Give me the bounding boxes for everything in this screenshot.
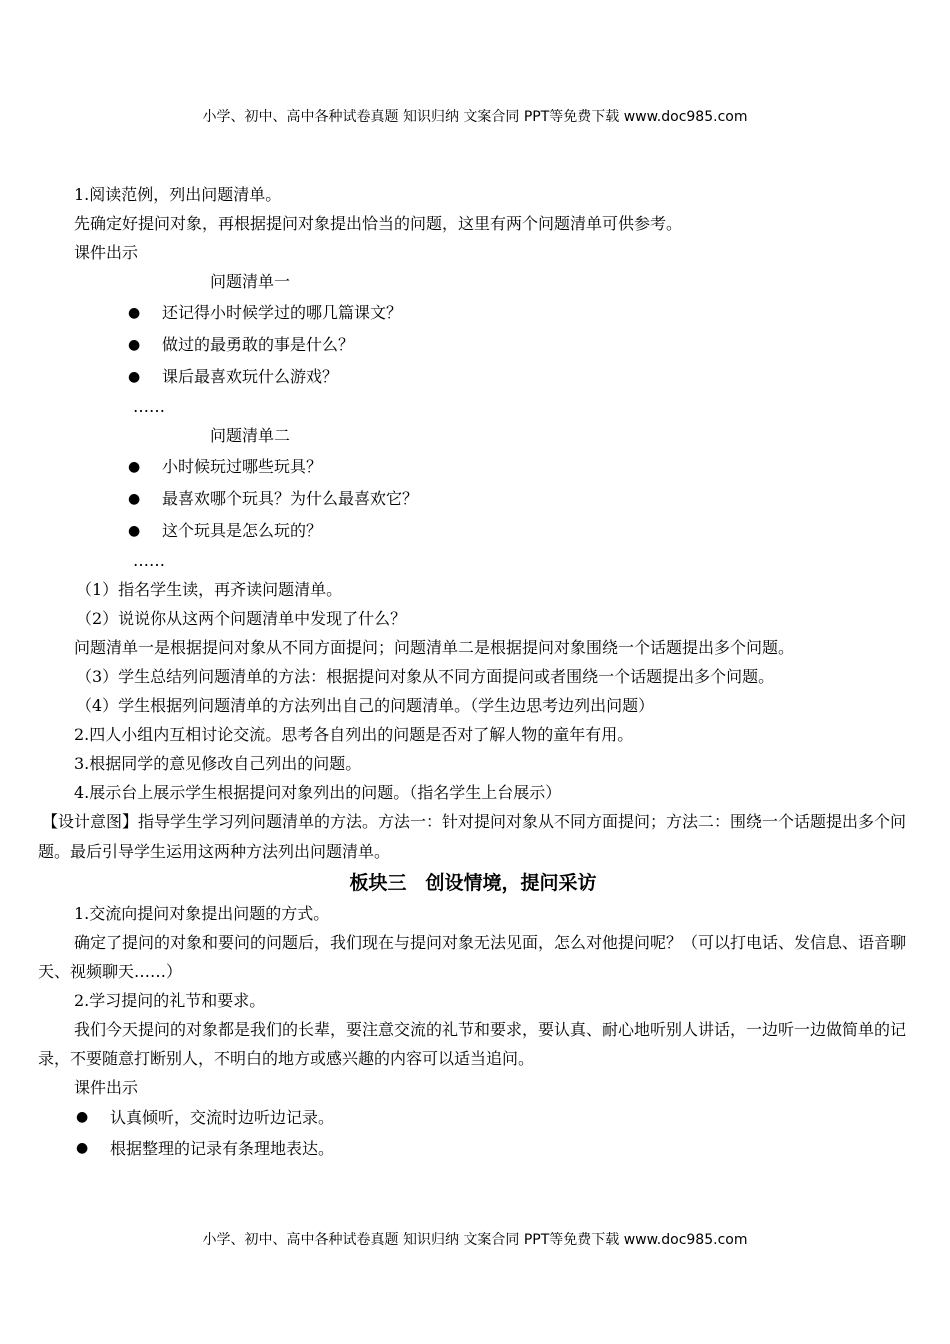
- bullet-icon: ●: [128, 337, 141, 353]
- step-4: 4.展示台上展示学生根据提问对象列出的问题。（指名学生上台展示）: [74, 783, 562, 802]
- bullet-icon: ●: [128, 523, 141, 539]
- document-body: [38, 180, 908, 1164]
- courseware-label: 课件出示: [74, 1078, 139, 1097]
- ellipsis: ……: [133, 551, 165, 570]
- question-3: （3）学生总结列问题清单的方法：根据提问对象从不同方面提问或者围绕一个话题提出多个问题。: [76, 667, 775, 686]
- bullet-icon: ●: [128, 491, 141, 507]
- bullet-icon: ●: [128, 459, 141, 475]
- step-1-heading: 1.阅读范例，列出问题清单。: [74, 185, 282, 204]
- courseware-label: 课件出示: [74, 243, 139, 262]
- question-2-answer: 问题清单一是根据提问对象从不同方面提问；问题清单二是根据提问对象围绕一个话题提出多个问题。: [74, 638, 795, 657]
- bullet-icon: ●: [128, 305, 141, 321]
- question-2: （2）说说你从这两个问题清单中发现了什么？: [76, 609, 407, 628]
- list-item: ● 最喜欢哪个玩具？为什么最喜欢它？: [38, 483, 908, 515]
- block-step-2: 2.学习提问的礼节和要求。: [74, 991, 266, 1010]
- bullet-icon: ●: [76, 1140, 89, 1156]
- list-item: ● 课后最喜欢玩什么游戏？: [38, 361, 908, 393]
- list-2-title: 问题清单二: [210, 426, 291, 445]
- list-item: ● 做过的最勇敢的事是什么？: [38, 329, 908, 361]
- list-item: ● 还记得小时候学过的哪几篇课文？: [38, 297, 908, 329]
- list-item: ● 小时候玩过哪些玩具？: [38, 451, 908, 483]
- design-intent: 【设计意图】指导学生学习列问题清单的方法。方法一：针对提问对象从不同方面提问；方法二：围绕一个话题提出多个问题。最后引导学生运用这两种方法列出问题清单。: [38, 812, 907, 861]
- step-3: 3.根据同学的意见修改自己列出的问题。: [74, 754, 362, 773]
- list-1-title: 问题清单一: [210, 272, 291, 291]
- intro-paragraph: 先确定好提问对象，再根据提问对象提出恰当的问题，这里有两个问题清单可供参考。: [74, 214, 683, 233]
- list-item: ● 根据整理的记录有条理地表达。: [38, 1133, 908, 1164]
- block-step-1-text: 确定了提问的对象和要问的问题后，我们现在与提问对象无法见面，怎么对他提问呢？（可以打电话、发信息、语音聊天、视频聊天……）: [38, 933, 907, 981]
- list-item: ● 认真倾听，交流时边听边记录。: [38, 1102, 908, 1133]
- ellipsis: ……: [133, 397, 165, 416]
- block-step-2-text: 我们今天提问的对象都是我们的长辈，要注意交流的礼节和要求，要认真、耐心地听别人讲话，一边听一边做简单的记录，不要随意打断别人，不明白的地方或感兴趣的内容可以适当追问。: [38, 1020, 907, 1068]
- question-1: （1）指名学生读，再齐读问题清单。: [76, 580, 343, 599]
- page-footer: 小学、初中、高中各种试卷真题 知识归纳 文案合同 PPT等免费下载 www.doc985.com: [202, 1232, 748, 1248]
- step-2: 2.四人小组内互相讨论交流。思考各自列出的问题是否对了解人物的童年有用。: [74, 725, 634, 744]
- page-header: 小学、初中、高中各种试卷真题 知识归纳 文案合同 PPT等免费下载 www.doc985.com: [202, 109, 748, 125]
- block-step-1: 1.交流向提问对象提出问题的方式。: [74, 904, 330, 923]
- list-item: ● 这个玩具是怎么玩的？: [38, 515, 908, 547]
- section-title: 板块三 创设情境，提问采访: [349, 872, 597, 894]
- bullet-icon: ●: [128, 369, 141, 385]
- bullet-icon: ●: [76, 1109, 89, 1125]
- question-4: （4）学生根据列问题清单的方法列出自己的问题清单。（学生边思考边列出问题）: [76, 696, 655, 715]
